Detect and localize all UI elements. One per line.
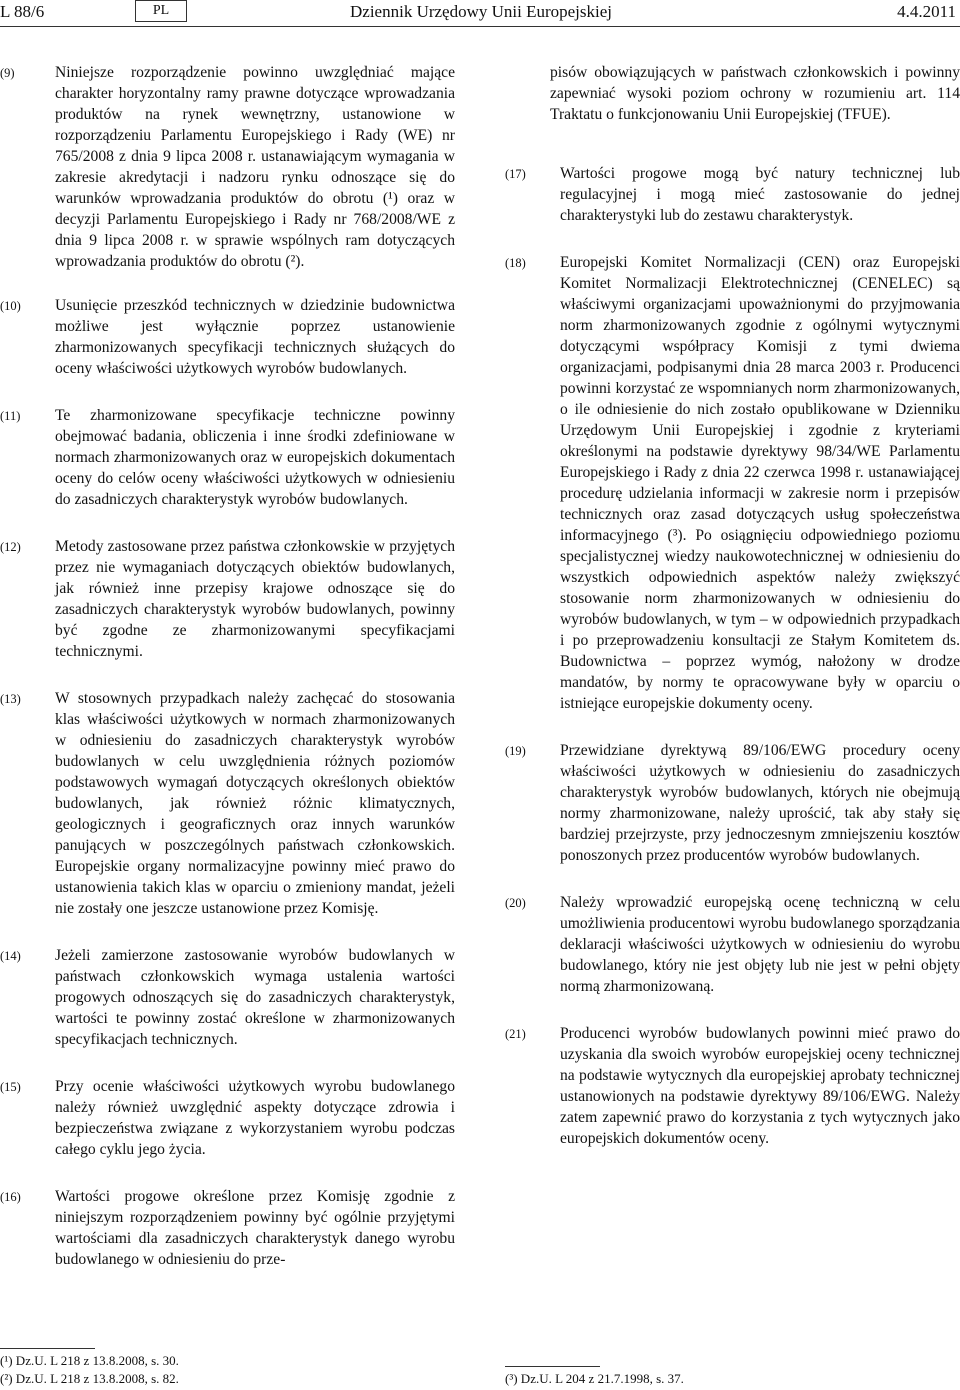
recital-number: (21) — [505, 1027, 526, 1041]
recital-text: Należy wprowadzić europejską ocenę techniczną w celu umożliwienia producentowi wyrobu budowlanego sporządzania deklaracji właściwości użytkowych w odniesieniu do wyrobu budowlanego, który nie jest objęty lub nie jest w pełni objęty normą zharmonizowaną. — [560, 894, 960, 995]
recital-11 — [0, 405, 455, 510]
header-divider — [0, 26, 960, 27]
recital-21 — [505, 1023, 960, 1149]
footnote-2: (²) Dz.U. L 218 z 13.8.2008, s. 82. — [0, 1371, 179, 1386]
recital-text: Wartości progowe określone przez Komisję zgodnie z niniejszym rozporządzeniem powinny być ogólnie przyjętymi wartościami dla zasadniczych charakterystyk danego wyrobu budowlanego w odniesieniu do prze- — [55, 1188, 455, 1268]
right-column — [505, 62, 960, 1175]
footnote-divider-right — [505, 1366, 600, 1367]
recital-text: Przy ocenie właściwości użytkowych wyrobu budowlanego należy również uwzględnić aspekty dotyczące zdrowia i bezpieczeństwa związane z wykorzystaniem wyrobu podczas całego cyklu jego życia. — [55, 1078, 455, 1158]
publication-date: 4.4.2011 — [897, 2, 956, 21]
recital-text: Usunięcie przeszkód technicznych w dziedzinie budownictwa możliwe jest wyłącznie poprzez ustanowienie zharmonizowanych specyfikacji technicznych służących do oceny właściwości użytkowych wyrobów budowlanych. — [55, 297, 455, 377]
language-badge: PL — [135, 0, 187, 22]
page-header — [0, 0, 960, 26]
footnote-1: (¹) Dz.U. L 218 z 13.8.2008, s. 30. — [0, 1353, 179, 1368]
recital-text: Jeżeli zamierzone zastosowanie wyrobów budowlanych w państwach członkowskich wymaga ustalenia wartości progowych odnoszących się do zasadniczych charakterystyk, wartości te powinny zostać określone w zharmonizowanych specyfikacjach technicznych. — [55, 947, 455, 1048]
recital-15 — [0, 1076, 455, 1160]
recital-number: (14) — [0, 949, 21, 963]
recital-number: (16) — [0, 1190, 21, 1204]
recital-14 — [0, 945, 455, 1050]
recital-17 — [505, 163, 960, 226]
recital-text: Przewidziane dyrektywą 89/106/EWG procedury oceny właściwości użytkowych w odniesieniu do zasadniczych charakterystyk wyrobów budowlanych, których nie obejmują normy zharmonizowane, należy uprościć, tak aby stały się bardziej przejrzyste, przy jednoczesnym zmniejszeniu kosztów ponoszonych przez producentów wyrobów budowlanych. — [560, 742, 960, 864]
recital-text: W stosownych przypadkach należy zachęcać do stosowania klas właściwości użytkowych w normach zharmonizowanych w odniesieniu do zasadniczych charakterystyk wyrobów budowlanych w celu uwzględnienia różnych poziomów podstawowych wymagań dotyczących określonych obiektów budowlanych, jak również różnic klimatycznych, geologicznych i geograficznych oraz innych warunków panujących w poszczególnych państwach członkowskich. Europejskie organy normalizacyjne powinny mieć prawo do ustanowienia takich klas w oparciu o zmieniony mandat, jeżeli nie zostały one jeszcze ustanowione przez Komisję. — [55, 690, 455, 917]
recital-16-continuation: pisów obowiązujących w państwach członkowskich i powinny zapewniać wysoki poziom ochrony w rozumieniu art. 114 Traktatu o funkcjonowaniu Unii Europejskiej (TFUE). — [550, 64, 960, 123]
recital-text: Europejski Komitet Normalizacji (CEN) oraz Europejski Komitet Normalizacji Elektrotechnicznej (CENELEC) są właściwymi organizacjami upoważnionymi do przyjmowania norm zharmonizowanych zgodnie z ogólnymi wytycznymi dotyczącymi współpracy Komisji z tymi dwiema organizacjami, podpisanymi dnia 28 marca 2003 r. Producenci powinni korzystać ze wspomnianych norm zharmonizowanych, o ile odniesienie do nich zostało opublikowane w Dzienniku Urzędowym Unii Europejskiej i zgodnie z kryteriami określonymi na podstawie dyrektywy 98/34/WE Parlamentu Europejskiego i Rady z dnia 22 czerwca 1998 r. ustanawiającej procedurę udzielania informacji w zakresie norm i przepisów technicznych oraz zasad dotyczących usług społeczeństwa informacyjnego (³). Po osiągnięciu odpowiedniego poziomu specjalistycznej wiedzy naukowotechnicznej w odniesieniu do wszystkich odpowiednich aspektów należy zwiększyć stosowanie norm zharmonizowanych w odniesieniu do wyrobów budowlanych, w tym – w odpowiednich przypadkach i po przeprowadzeniu konsultacji ze Stałym Komitetem ds. Budownictwa – poprzez wymóg, nałożony w drodze mandatów, by normy te opracowywane były w oparciu o istniejące europejskie dokumenty oceny. — [560, 254, 960, 712]
recital-10 — [0, 295, 455, 379]
recital-text: Wartości progowe mogą być natury technicznej lub regulacyjnej i mogą mieć zastosowanie do jednej charakterystyki lub do zestawu charakterystyk. — [560, 165, 960, 224]
recital-number: (15) — [0, 1080, 21, 1094]
recital-16 — [0, 1186, 455, 1270]
recital-number: (17) — [505, 167, 526, 181]
recital-number: (19) — [505, 744, 526, 758]
recital-20 — [505, 892, 960, 997]
recital-text: Te zharmonizowane specyfikacje techniczne powinny obejmować badania, obliczenia i inne środki zdefiniowane w normach zharmonizowanych oraz w europejskich dokumentach oceny do celów oceny właściwości użytkowych w odniesieniu do zasadniczych charakterystyk wyrobów budowlanych. — [55, 407, 455, 508]
recital-number: (13) — [0, 692, 21, 706]
recital-number: (10) — [0, 299, 21, 313]
recital-12 — [0, 536, 455, 662]
recital-text: Metody zastosowane przez państwa członkowskie w przyjętych przez nie wymaganiach dotyczących obiektów budowlanych, jak również inne przepisy krajowe odnoszące się do zasadniczych charakterystyk wyrobów budowlanych, powinny być zgodne ze zharmonizowanymi specyfikacjami technicznymi. — [55, 538, 455, 660]
recital-number: (12) — [0, 540, 21, 554]
left-column — [0, 62, 455, 1296]
recital-text: Niniejsze rozporządzenie powinno uwzględniać mające charakter horyzontalny ramy prawne dotyczące wprowadzania produktów na rynek wewnętrzny, ustanowione w rozporządzeniu Parlamentu Europejskiego i Rady (WE) nr 765/2008 z dnia 9 lipca 2008 r. ustanawiającym wymagania w zakresie akredytacji i nadzoru rynku odnoszące się do warunków wprowadzania produktów do obrotu (¹) oraz w decyzji Parlamentu Europejskiego i Rady nr 768/2008/WE z dnia 9 lipca 2008 r. w sprawie wspólnych ram dotyczących wprowadzania produktów do obrotu (²). — [55, 64, 455, 270]
recital-number: (18) — [505, 256, 526, 270]
recital-13 — [0, 688, 455, 919]
recital-text: Producenci wyrobów budowlanych powinni mieć prawo do uzyskania dla swoich wyrobów europejskiej oceny technicznej na podstawie wytycznych dla europejskiej aprobaty technicznej ustanowionych na podstawie dyrektywy 89/106/EWG. Należy zatem zapewnić prawo do korzystania z tych wytycznych jako europejskich dokumentów oceny. — [560, 1025, 960, 1147]
footnote-3: (³) Dz.U. L 204 z 21.7.1998, s. 37. — [505, 1371, 684, 1386]
recital-number: (20) — [505, 896, 526, 910]
recital-number: (11) — [0, 409, 21, 423]
recital-19 — [505, 740, 960, 866]
recital-18 — [505, 252, 960, 714]
recital-number: (9) — [0, 66, 15, 80]
footnote-divider-left — [0, 1348, 95, 1349]
journal-title: Dziennik Urzędowy Unii Europejskiej — [350, 2, 613, 21]
recital-9 — [0, 62, 455, 272]
page-reference: L 88/6 — [0, 2, 45, 21]
